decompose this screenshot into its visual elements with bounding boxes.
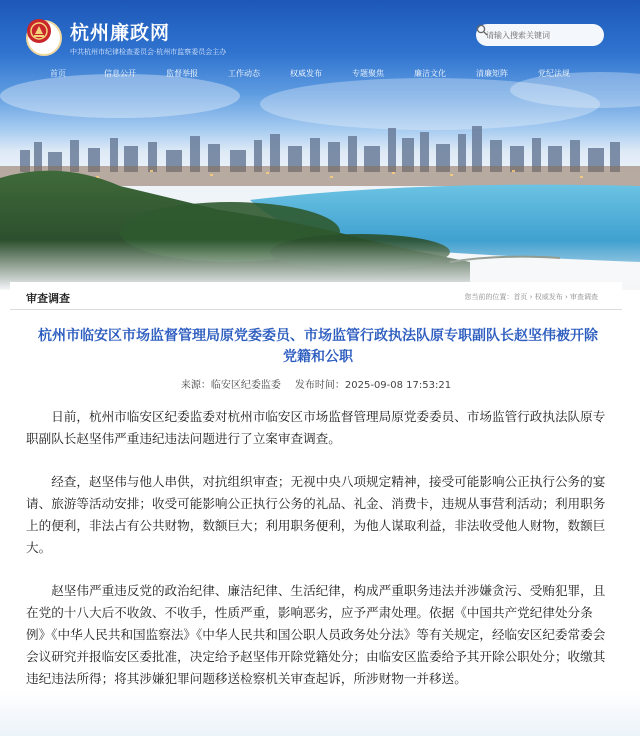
article-meta bbox=[10, 376, 622, 391]
search-input[interactable] bbox=[486, 31, 582, 40]
article-paragraph: 赵坚伟严重违反党的政治纪律、廉洁纪律、生活纪律，构成严重职务违法并涉嫌贪污、受贿犯罪，且在党的十八大后不收敛、不收手，性质严重，影响恶劣，应予严肃处理。依据《中国共产党纪律处分条例》《中华人民共和国监察法》《中华人民共和国公职人员政务处分法》等有关规定，经临安区纪委常委会会议研究并报临安区委批准，决定给予赵坚伟开除党籍处分；由临安区监委给予其开除公职处分；收缴其违纪违法所得；将其涉嫌犯罪问题移送检察机关审查起诉，所涉财物一并移送。 bbox=[26, 583, 606, 686]
site-subtitle: 中共杭州市纪律检查委员会·杭州市监察委员会主办 bbox=[70, 48, 227, 56]
nav-item-info-public[interactable]: 信息公开 bbox=[104, 69, 136, 78]
publish-date: 2025-09-08 17:53:21 bbox=[344, 380, 452, 391]
nav-item-home[interactable]: 首页 bbox=[50, 69, 66, 78]
nav-item-regulations[interactable]: 党纪法规 bbox=[538, 69, 570, 78]
breadcrumb-separator: › bbox=[529, 293, 533, 301]
nav-item-topics[interactable]: 专题聚焦 bbox=[352, 69, 384, 78]
breadcrumb-item-review[interactable]: 审查调查 bbox=[570, 293, 598, 301]
breadcrumb bbox=[464, 292, 598, 302]
breadcrumb-item-official-release[interactable]: 权威发布 bbox=[534, 293, 563, 301]
search-icon[interactable] bbox=[476, 24, 488, 36]
article-title: 杭州市临安区市场监督管理局原党委委员、市场监管行政执法队原专职副队长赵坚伟被开除党籍和公职 bbox=[38, 328, 598, 365]
breadcrumb-separator: › bbox=[564, 293, 568, 301]
nav-item-report[interactable]: 监督举报 bbox=[166, 69, 198, 78]
date-label: 发布时间： bbox=[294, 380, 345, 391]
source-label: 来源： bbox=[180, 380, 211, 391]
site-name: 杭州廉政网 bbox=[70, 22, 171, 44]
nav-item-integrity-culture[interactable]: 廉洁文化 bbox=[414, 69, 446, 78]
section-title: 审查调查 bbox=[26, 292, 70, 305]
nav-item-official-release[interactable]: 权威发布 bbox=[290, 69, 322, 78]
content-panel bbox=[10, 282, 622, 736]
site-logo[interactable] bbox=[26, 18, 226, 57]
breadcrumb-prefix: 您当前的位置： bbox=[464, 293, 514, 301]
search-box bbox=[476, 24, 604, 46]
article-paragraph: 日前，杭州市临安区纪委监委对杭州市临安区市场监督管理局原党委委员、市场监管行政执法队原专职副队长赵坚伟严重违纪违法问题进行了立案审查调查。 bbox=[26, 409, 606, 446]
article-source: 临安区纪委监委 bbox=[210, 380, 281, 391]
header-banner bbox=[0, 0, 640, 290]
nav-item-work-news[interactable]: 工作动态 bbox=[228, 69, 260, 78]
main-nav bbox=[0, 64, 640, 84]
nav-item-integrity-matrix[interactable]: 清廉矩阵 bbox=[476, 69, 508, 78]
section-header bbox=[10, 282, 622, 310]
breadcrumb-item-home[interactable]: 首页 bbox=[513, 293, 528, 301]
article-paragraph: 经查，赵坚伟与他人串供，对抗组织审查；无视中央八项规定精神，接受可能影响公正执行公务的宴请、旅游等活动安排；收受可能影响公正执行公务的礼品、礼金、消费卡，违规从事营利活动；利用职务上的便利，非法占有公共财物，数额巨大；利用职务便利，为他人谋取利益，非法收受他人财物，数额巨大。 bbox=[26, 474, 606, 555]
article-body bbox=[26, 406, 610, 711]
emblem-icon bbox=[26, 20, 62, 56]
